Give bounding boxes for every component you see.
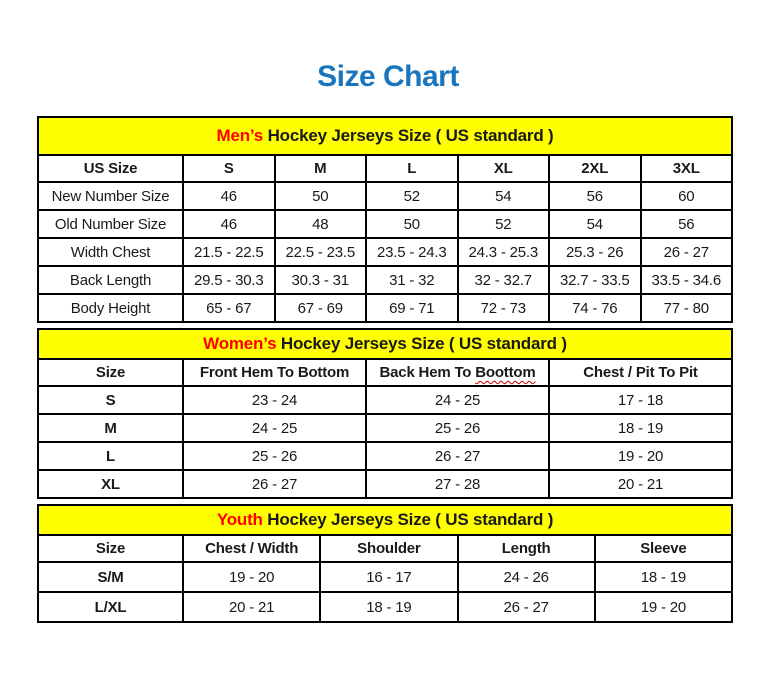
row-label: New Number Size bbox=[38, 182, 183, 210]
row-label: S bbox=[38, 386, 183, 414]
size-value-cell: 23 - 24 bbox=[183, 386, 366, 414]
size-value-cell: 19 - 20 bbox=[595, 592, 732, 622]
size-value-cell: 74 - 76 bbox=[549, 294, 641, 322]
size-value-cell: 56 bbox=[549, 182, 641, 210]
size-value-cell: 23.5 - 24.3 bbox=[366, 238, 458, 266]
size-value-cell: 46 bbox=[183, 210, 275, 238]
column-header: Size bbox=[38, 535, 183, 562]
size-value-cell: 32 - 32.7 bbox=[458, 266, 550, 294]
womens-header-row bbox=[38, 359, 732, 386]
size-value-cell: 22.5 - 23.5 bbox=[275, 238, 367, 266]
size-value-cell: 18 - 19 bbox=[595, 562, 732, 592]
column-header: Sleeve bbox=[595, 535, 732, 562]
section-banner bbox=[38, 329, 732, 359]
size-value-cell: 67 - 69 bbox=[275, 294, 367, 322]
misspelled-word: Boottom bbox=[475, 364, 536, 381]
column-header: US Size bbox=[38, 155, 183, 182]
size-value-cell: 54 bbox=[549, 210, 641, 238]
size-value-cell: 54 bbox=[458, 182, 550, 210]
size-value-cell: 25.3 - 26 bbox=[549, 238, 641, 266]
size-value-cell: 32.7 - 33.5 bbox=[549, 266, 641, 294]
mens-banner-row bbox=[38, 117, 732, 155]
size-value-cell: 26 - 27 bbox=[641, 238, 733, 266]
column-header: Shoulder bbox=[320, 535, 457, 562]
section-banner-highlight: Youth bbox=[216, 510, 263, 529]
size-value-cell: 27 - 28 bbox=[366, 470, 549, 498]
row-label: Body Height bbox=[38, 294, 183, 322]
row-label: XL bbox=[38, 470, 183, 498]
youth-banner-row bbox=[38, 505, 732, 535]
section-banner bbox=[38, 117, 732, 155]
section-banner-highlight: Women’s bbox=[203, 334, 277, 353]
column-header: Front Hem To Bottom bbox=[183, 359, 366, 386]
size-value-cell: 50 bbox=[275, 182, 367, 210]
row-label: Width Chest bbox=[38, 238, 183, 266]
column-header: Length bbox=[458, 535, 595, 562]
size-value-cell: 16 - 17 bbox=[320, 562, 457, 592]
table-row bbox=[38, 238, 732, 266]
size-value-cell: 26 - 27 bbox=[458, 592, 595, 622]
size-value-cell: 19 - 20 bbox=[183, 562, 320, 592]
section-banner-highlight: Men’s bbox=[216, 126, 264, 145]
size-value-cell: 26 - 27 bbox=[183, 470, 366, 498]
table-row bbox=[38, 386, 732, 414]
table-row bbox=[38, 442, 732, 470]
column-header: 3XL bbox=[641, 155, 733, 182]
size-value-cell: 65 - 67 bbox=[183, 294, 275, 322]
mens-header-row bbox=[38, 155, 732, 182]
size-value-cell: 77 - 80 bbox=[641, 294, 733, 322]
size-value-cell: 56 bbox=[641, 210, 733, 238]
table-row bbox=[38, 182, 732, 210]
size-value-cell: 46 bbox=[183, 182, 275, 210]
table-row bbox=[38, 562, 732, 592]
youth-header-row bbox=[38, 535, 732, 562]
column-header: Chest / Width bbox=[183, 535, 320, 562]
table-row bbox=[38, 294, 732, 322]
size-value-cell: 24.3 - 25.3 bbox=[458, 238, 550, 266]
row-label: L/XL bbox=[38, 592, 183, 622]
table-row bbox=[38, 592, 732, 622]
column-header: M bbox=[275, 155, 367, 182]
column-header: XL bbox=[458, 155, 550, 182]
size-value-cell: 50 bbox=[366, 210, 458, 238]
size-value-cell: 52 bbox=[458, 210, 550, 238]
size-value-cell: 21.5 - 22.5 bbox=[183, 238, 275, 266]
row-label: Old Number Size bbox=[38, 210, 183, 238]
column-header: 2XL bbox=[549, 155, 641, 182]
size-value-cell: 69 - 71 bbox=[366, 294, 458, 322]
column-header: Back Hem To Boottom bbox=[366, 359, 549, 386]
size-value-cell: 24 - 25 bbox=[183, 414, 366, 442]
row-label: S/M bbox=[38, 562, 183, 592]
section-banner bbox=[38, 505, 732, 535]
column-header: S bbox=[183, 155, 275, 182]
section-banner-text: Hockey Jerseys Size ( US standard ) bbox=[276, 334, 567, 353]
size-value-cell: 18 - 19 bbox=[320, 592, 457, 622]
youth-size-table bbox=[37, 504, 733, 623]
table-row bbox=[38, 414, 732, 442]
womens-size-table bbox=[37, 328, 733, 499]
section-banner-text: Hockey Jerseys Size ( US standard ) bbox=[262, 510, 554, 529]
size-value-cell: 52 bbox=[366, 182, 458, 210]
column-header: Chest / Pit To Pit bbox=[549, 359, 732, 386]
table-row bbox=[38, 266, 732, 294]
size-value-cell: 60 bbox=[641, 182, 733, 210]
size-value-cell: 20 - 21 bbox=[183, 592, 320, 622]
mens-size-table bbox=[37, 116, 733, 323]
womens-banner-row bbox=[38, 329, 732, 359]
size-value-cell: 48 bbox=[275, 210, 367, 238]
column-header: L bbox=[366, 155, 458, 182]
size-value-cell: 24 - 26 bbox=[458, 562, 595, 592]
section-banner-text: Hockey Jerseys Size ( US standard ) bbox=[263, 126, 554, 145]
column-header: Size bbox=[38, 359, 183, 386]
size-value-cell: 29.5 - 30.3 bbox=[183, 266, 275, 294]
size-value-cell: 30.3 - 31 bbox=[275, 266, 367, 294]
table-row bbox=[38, 470, 732, 498]
size-value-cell: 20 - 21 bbox=[549, 470, 732, 498]
size-value-cell: 25 - 26 bbox=[183, 442, 366, 470]
size-value-cell: 17 - 18 bbox=[549, 386, 732, 414]
size-value-cell: 18 - 19 bbox=[549, 414, 732, 442]
size-value-cell: 72 - 73 bbox=[458, 294, 550, 322]
page-title: Size Chart bbox=[317, 60, 459, 93]
row-label: M bbox=[38, 414, 183, 442]
row-label: L bbox=[38, 442, 183, 470]
row-label: Back Length bbox=[38, 266, 183, 294]
size-tables-container bbox=[37, 116, 733, 623]
size-value-cell: 33.5 - 34.6 bbox=[641, 266, 733, 294]
size-value-cell: 26 - 27 bbox=[366, 442, 549, 470]
size-value-cell: 24 - 25 bbox=[366, 386, 549, 414]
size-value-cell: 31 - 32 bbox=[366, 266, 458, 294]
size-value-cell: 25 - 26 bbox=[366, 414, 549, 442]
size-value-cell: 19 - 20 bbox=[549, 442, 732, 470]
table-row bbox=[38, 210, 732, 238]
